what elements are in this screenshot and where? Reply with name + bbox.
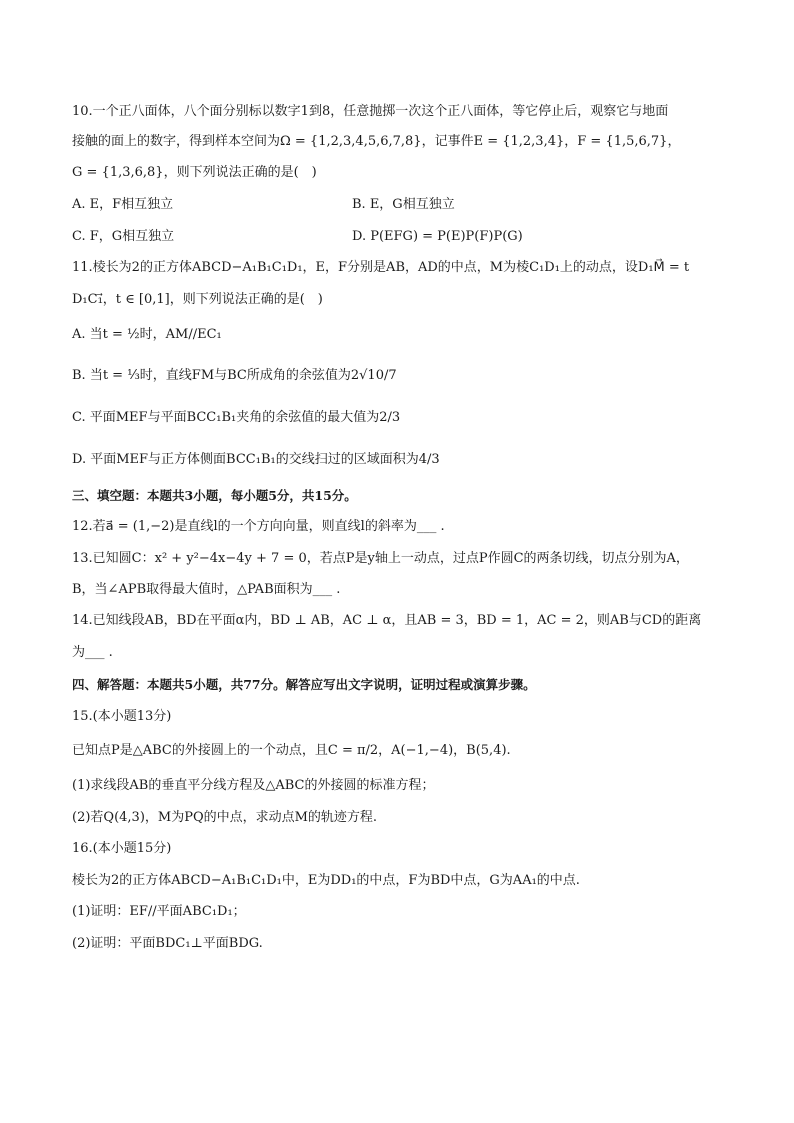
q15-heading: 15.(本小题13分) [72, 709, 172, 724]
q10-option-d: D. P(EFG) = P(E)P(F)P(G) [352, 229, 523, 244]
q10-line2: 接触的面上的数字，得到样本空间为Ω = {1,2,3,4,5,6,7,8}，记事件E = {1,2,3,4}，F = {1,5,6,7}， [72, 134, 681, 149]
q12-line: 12.若a⃗ = (1,−2)是直线l的一个方向向量，则直线l的斜率为___ . [72, 519, 445, 534]
q10-line1: 10.一个正八面体，八个面分别标以数字1到8，任意抛掷一次这个正八面体，等它停止后，观察它与地面 [72, 104, 669, 119]
q11-line1: 11.棱长为2的正方体ABCD−A₁B₁C₁D₁，E，F分别是AB，AD的中点，M为棱C₁D₁上的动点，设D₁M⃗ = t [72, 260, 690, 275]
q10-option-a: A. E，F相互独立 [72, 197, 174, 212]
q16-sub1: (1)证明：EF//平面ABC₁D₁； [72, 904, 246, 919]
q11-option-a: A. 当t = ½时，AM//EC₁ [72, 327, 222, 342]
q16-sub2: (2)证明：平面BDC₁⊥平面BDG. [72, 936, 263, 951]
q10-line3: G = {1,3,6,8}，则下列说法正确的是( ) [72, 165, 317, 180]
q14-line2: 为___ . [72, 645, 113, 660]
q15-sub1: (1)求线段AB的垂直平分线方程及△ABC的外接圆的标准方程； [72, 778, 435, 793]
section-3-heading: 三、填空题：本题共3小题，每小题5分，共15分。 [72, 488, 357, 503]
q11-line2: D₁C₁⃗，t ∈ [0,1]，则下列说法正确的是( ) [72, 292, 323, 307]
q16-line1: 棱长为2的正方体ABCD−A₁B₁C₁D₁中，E为DD₁的中点，F为BD中点，G为AA₁的中点. [72, 873, 580, 888]
q13-line2: B，当∠APB取得最大值时，△PAB面积为___ . [72, 582, 341, 597]
q16-heading: 16.(本小题15分) [72, 841, 172, 856]
q15-line1: 已知点P是△ABC的外接圆上的一个动点，且C = π/2，A(−1,−4)，B(5,4). [72, 743, 511, 758]
q10-option-c: C. F，G相互独立 [72, 229, 175, 244]
q11-option-d: D. 平面MEF与正方体侧面BCC₁B₁的交线扫过的区域面积为4/3 [72, 452, 440, 467]
q13-line1: 13.已知圆C：x² + y²−4x−4y + 7 = 0，若点P是y轴上一动点，过点P作圆C的两条切线，切点分别为A， [72, 551, 689, 566]
q15-sub2: (2)若Q(4,3)，M为PQ的中点，求动点M的轨迹方程. [72, 810, 378, 825]
q10-option-b: B. E，G相互独立 [352, 197, 455, 212]
q11-option-b: B. 当t = ⅓时，直线FM与BC所成角的余弦值为2√10/7 [72, 368, 397, 383]
q14-line1: 14.已知线段AB，BD在平面α内，BD ⊥ AB，AC ⊥ α，且AB = 3，BD = 1，AC = 2，则AB与CD的距离 [72, 613, 702, 628]
q11-option-c: C. 平面MEF与平面BCC₁B₁夹角的余弦值的最大值为2/3 [72, 410, 401, 425]
section-4-heading: 四、解答题：本题共5小题，共77分。解答应写出文字说明，证明过程或演算步骤。 [72, 677, 536, 692]
